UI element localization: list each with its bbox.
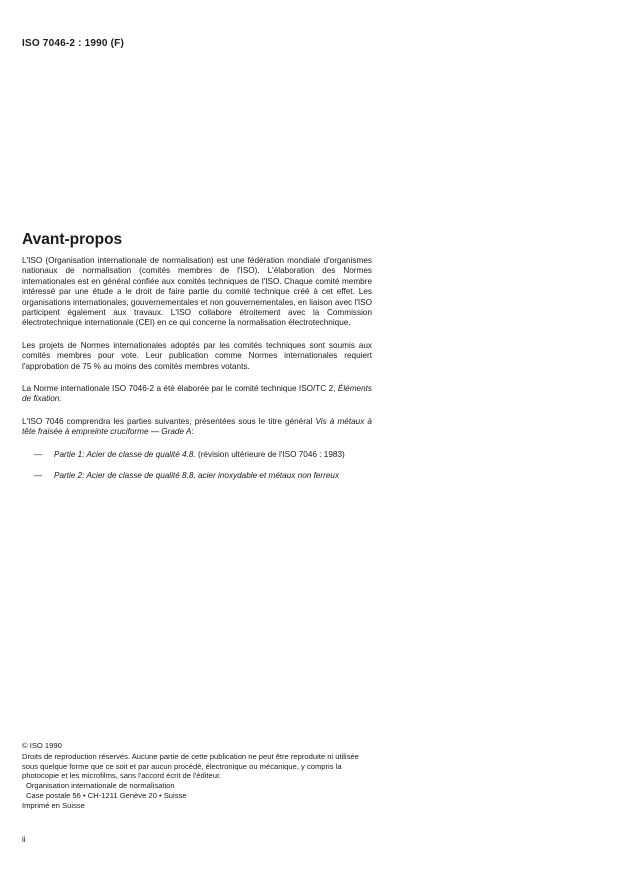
page-number: ii	[22, 835, 26, 844]
organisation-name: Organisation internationale de normalisation	[26, 781, 175, 791]
document-id: ISO 7046-2 : 1990 (F)	[22, 38, 125, 49]
dash-bullet: —	[34, 449, 43, 459]
parts-list	[22, 450, 372, 482]
paragraph-iso-intro: L'ISO (Organisation internationale de normalisation) est une fédération mondiale d'organismes nationaux de normalisation (comités membres de l'ISO). L'élaboration des Normes internationales est en général confiée aux comités techniques de l'ISO. Chaque comité membre intéressé par une étude a le droit de faire partie du comité technique créé à cet effet. Les organisations internationales, gouvernementales et non gouvernementales, en liaison avec l'ISO participent également aux travaux. L'ISO collabore étroitement avec la Commission électrotechnique internationale (CEI) en ce qui concerne la normalisation électrotechnique.	[22, 256, 372, 328]
parts-intro-text: L'ISO 7046 comprendra les parties suivantes, présentées sous le titre général	[22, 416, 313, 426]
paragraph-parts-intro	[22, 417, 372, 438]
part-title: Partie 1: Acier de classe de qualité 4.8.	[54, 449, 196, 459]
parts-intro-end: :	[191, 427, 194, 437]
paragraph-voting: Les projets de Normes internationales adoptés par les comités techniques sont soumis aux comités membres pour vote. Leur publication comme Normes internationales requiert l'approbation de 75 % au moins des comités membres votants.	[22, 340, 372, 371]
dash-bullet: —	[34, 471, 43, 481]
copyright-notice	[22, 741, 372, 811]
page-title: Avant-propos	[22, 231, 123, 248]
committee-name: Éléments de fixation.	[22, 384, 372, 404]
list-item	[22, 471, 372, 481]
committee-text: La Norme internationale ISO 7046-2 a été élaborée par le comité technique ISO/TC 2,	[22, 384, 336, 394]
rights-statement: Droits de reproduction réservés. Aucune partie de cette publication ne peut être reproduite ni utilisée sous quelque forme que ce soit et par aucun procédé, électronique ou mécanique, y compris la photocopie et les microfilms, sans l'accord écrit de l'éditeur.	[22, 751, 359, 781]
postal-address: Case postale 56 • CH-1211 Genève 20 • Suisse	[26, 790, 187, 800]
foreword-body	[22, 256, 372, 493]
paragraph-committee	[22, 384, 372, 405]
part-note: (révision ultérieure de l'ISO 7046 : 1983)	[195, 449, 345, 459]
copyright-line: © ISO 1990	[22, 741, 62, 750]
list-item	[22, 450, 372, 460]
printed-in: Imprimé en Suisse	[22, 800, 85, 810]
general-title: Vis à métaux à tête fraisée à empreinte cruciforme — Grade A	[22, 416, 372, 437]
part-title: Partie 2: Acier de classe de qualité 8.8, acier inoxydable et métaux non ferreux	[54, 471, 340, 481]
